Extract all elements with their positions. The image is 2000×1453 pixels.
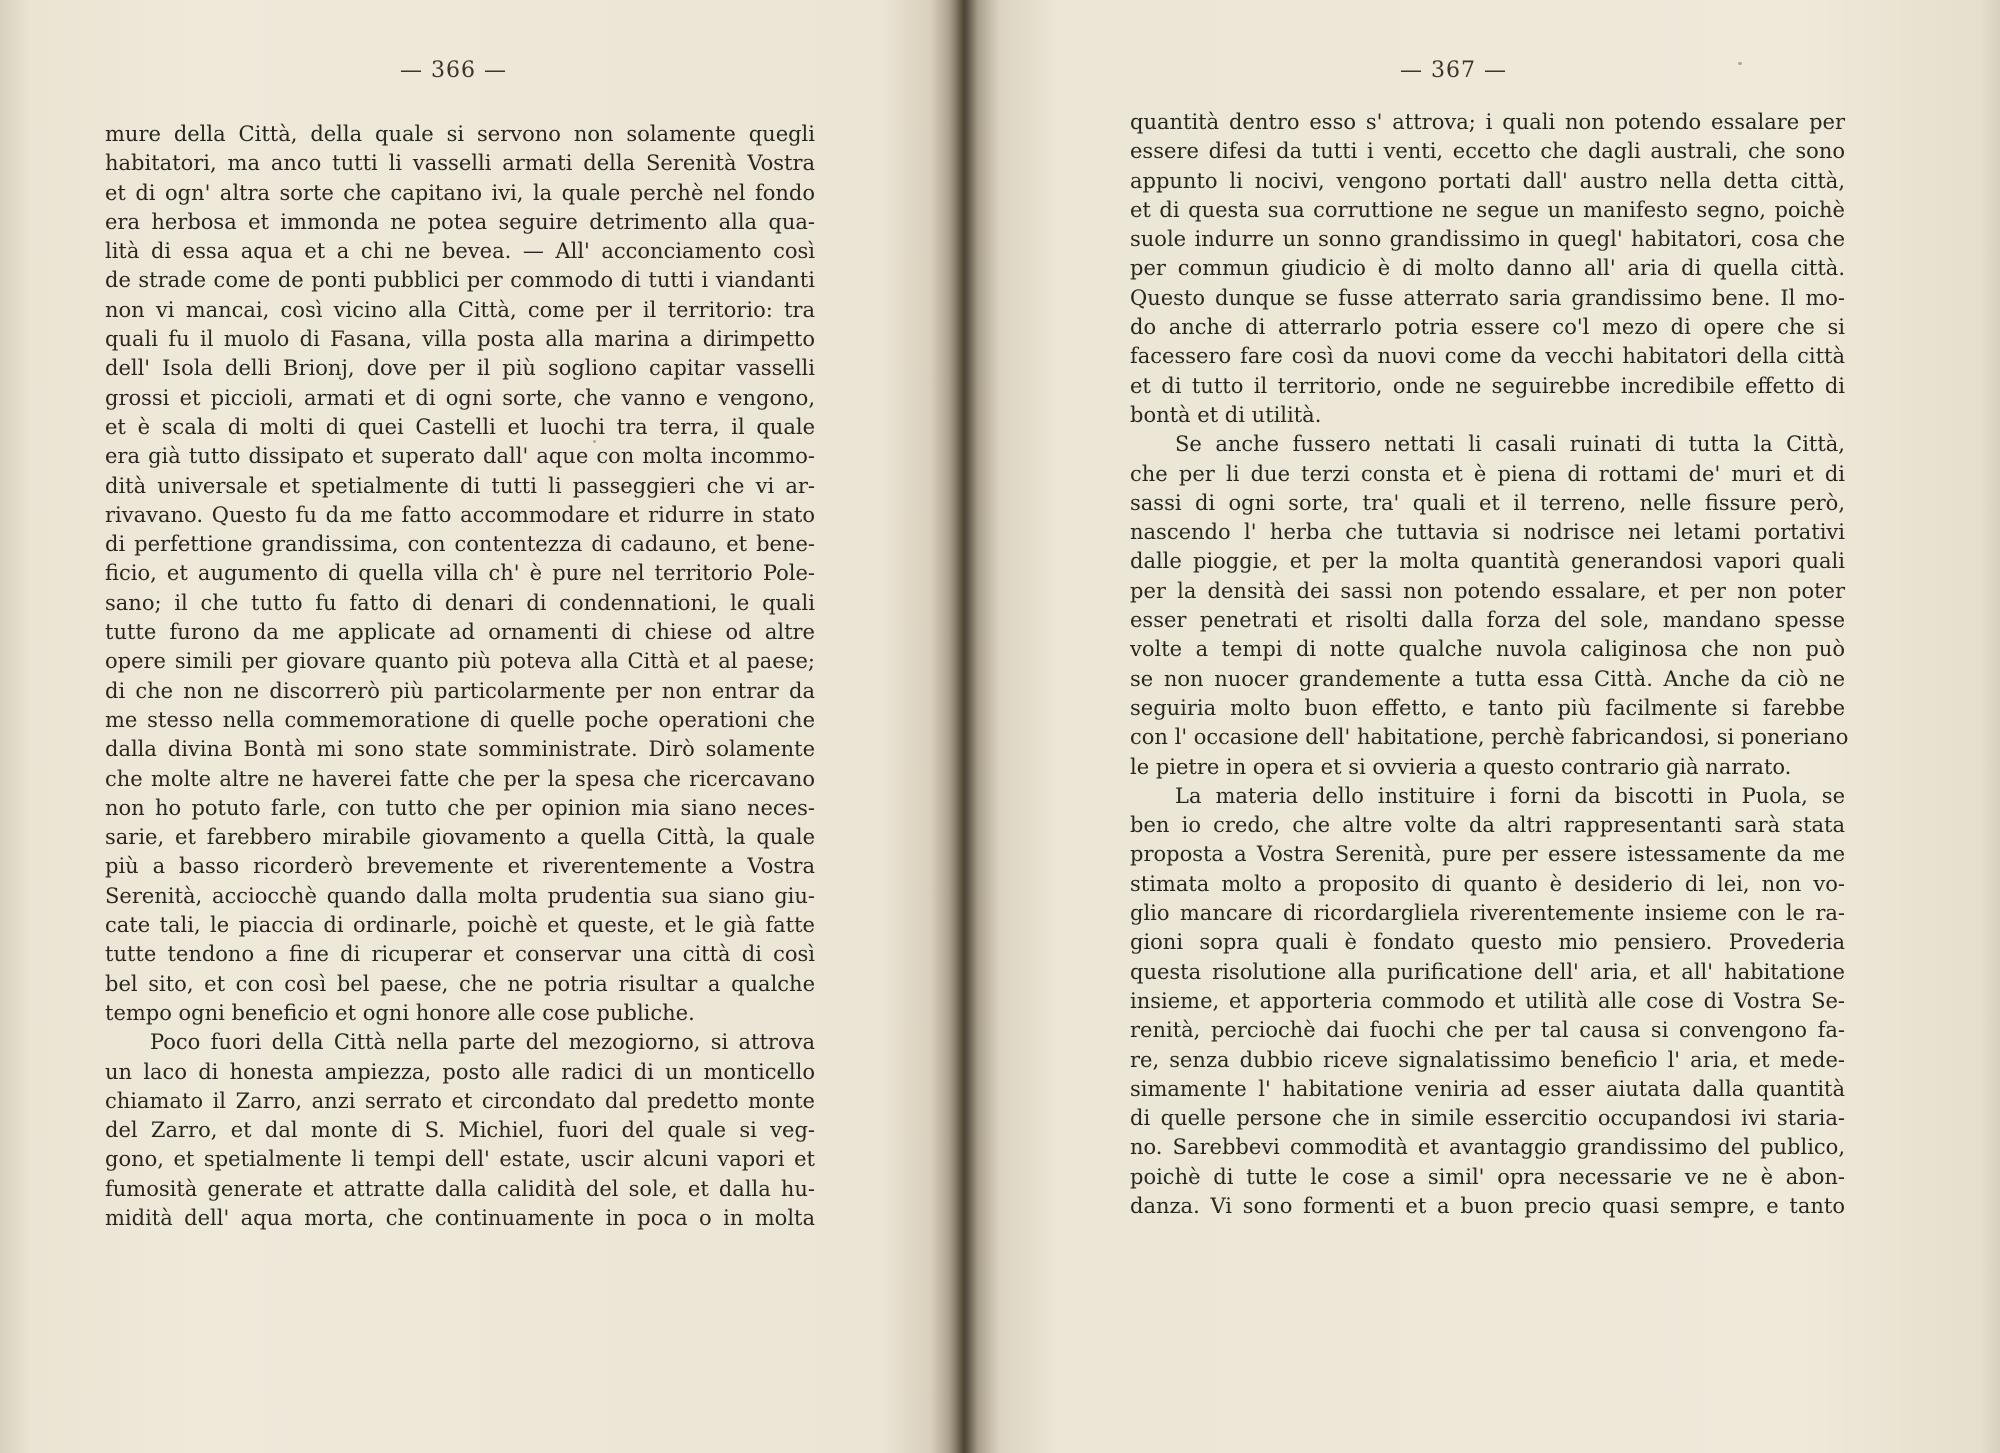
text-line: volte a tempi di notte qualche nuvola caliginosa che non può (1130, 637, 1845, 662)
text-line: lità di essa aqua et a chi ne bevea. — All' acconciamento così (105, 239, 815, 264)
text-line: di quelle persone che in simile essercitio occupandosi ivi staria- (1130, 1106, 1845, 1131)
text-line: tempo ogni beneficio et ogni honore alle cose publiche. (105, 1000, 695, 1025)
text-line: le pietre in opera et si ovvieria a questo contrario già narrato. (1130, 754, 1792, 779)
text-line: stimata molto a proposito di quanto è desiderio di lei, non vo- (1130, 871, 1845, 896)
text-line: quali fu il muolo di Fasana, villa posta alla marina a dirimpetto (105, 327, 815, 352)
text-line: del Zarro, et dal monte di S. Michiel, fuori del quale si veg- (105, 1118, 815, 1143)
text-line: et di ogn' altra sorte che capitano ivi, la quale perchè nel fondo (105, 180, 815, 205)
text-line: et di tutto il territorio, onde ne seguirebbe incredibile effetto di (1130, 373, 1845, 398)
right-page (980, 0, 2000, 1453)
text-line: Poco fuori della Città nella parte del mezogiorno, si attrova (150, 1030, 815, 1055)
text-line: quantità dentro esso s' attrova; i quali non potendo essalare per (1130, 110, 1845, 134)
text-line: essere difesi da tutti i venti, eccetto che dagli australi, che sono (1130, 139, 1845, 164)
text-line: non vi mancai, così vicino alla Città, come per il territorio: tra (105, 297, 815, 322)
text-line: bontà et di utilità. (1130, 402, 1322, 427)
text-line: un laco di honesta ampiezza, posto alle radici di un monticello (105, 1059, 815, 1084)
text-line: più a basso ricorderò brevemente et riverentemente a Vostra (105, 854, 815, 879)
text-line: habitatori, ma anco tutti li vasselli armati della Serenità Vostra (105, 151, 815, 176)
text-line: fumosità generate et attratte dalla calidità del sole, et dalla hu- (105, 1176, 815, 1201)
text-line: et è scala di molti di quei Castelli et luochi tra terra, il quale (105, 414, 815, 439)
text-line: che per li due terzi consta et è piena di rottami de' muri et di (1130, 461, 1845, 486)
text-line: proposta a Vostra Serenità, pure per essere istessamente da me (1130, 842, 1845, 867)
text-line: appunto li nocivi, vengono portati dall' austro nella detta città, (1130, 168, 1845, 193)
text-line: Questo dunque se fusse atterrato saria grandissimo bene. Il mo- (1130, 285, 1845, 310)
text-line: era già tutto dissipato et superato dall' aque con molta incommo- (105, 444, 815, 469)
text-line: se non nuocer grandemente a tutta essa Città. Anche da ciò ne (1130, 666, 1845, 691)
text-line: dalla divina Bontà mi sono state somministrate. Dirò solamente (105, 737, 815, 762)
text-line: per commun giudicio è di molto danno all' aria di quella città. (1130, 256, 1845, 281)
text-line: tutte furono da me applicate ad ornamenti di chiese od altre (105, 620, 815, 645)
text-line: dalle pioggie, et per la molta quantità generandosi vapori quali (1130, 549, 1845, 574)
text-line: no. Sarebbevi commodità et avantaggio grandissimo del publico, (1130, 1135, 1845, 1160)
text-line: esser penetrati et risolti dalla forza del sole, mandano spesse (1130, 608, 1845, 633)
text-line: chiamato il Zarro, anzi serrato et circondato dal predetto monte (105, 1088, 815, 1113)
text-line: me stesso nella commemoratione di quelle poche operationi che (105, 707, 815, 732)
text-line: Serenità, acciocchè quando dalla molta prudentia sua siano giu- (105, 883, 815, 908)
left-page-text (105, 120, 815, 1233)
paper-speck (593, 440, 596, 443)
text-line: seguiria molto buon effetto, e tanto più facilmente si farebbe (1130, 695, 1845, 720)
text-line: insieme, et apporteria commodo et utilità alle cose di Vostra Se- (1130, 988, 1845, 1013)
text-line: do anche di atterrarlo potria essere co'l mezo di opere che si (1130, 315, 1845, 340)
page-number: — 366 — (400, 58, 507, 83)
text-line: sassi di ogni sorte, tra' quali et il terreno, nelle fissure però, (1130, 490, 1845, 515)
text-line: Se anche fussero nettati li casali ruinati di tutta la Città, (1175, 432, 1845, 457)
text-line: renità, perciochè dai fuochi che per tal causa si convengono fa- (1130, 1018, 1845, 1043)
text-line: re, senza dubbio riceve signalatissimo beneficio l' aria, et mede- (1130, 1047, 1845, 1072)
text-line: suole indurre un sonno grandissimo in quegl' habitatori, cosa che (1130, 227, 1845, 252)
text-line: simamente l' habitatione veniria ad esser aiutata dalla quantità (1130, 1076, 1845, 1101)
text-line: bel sito, et con così bel paese, che ne potria risultar a qualche (105, 971, 815, 996)
text-line: era herbosa et immonda ne potea seguire detrimento alla qua- (105, 209, 815, 234)
right-page-text (1130, 108, 1849, 1221)
text-line: glio mancare di ricordargliela riverentemente insieme con le ra- (1130, 901, 1845, 926)
text-line: dell' Isola delli Brionj, dove per il più sogliono capitar vasselli (105, 356, 815, 381)
text-line: ficio, et augumento di quella villa ch' è pure nel territorio Pole- (105, 561, 815, 586)
text-line: di che non ne discorrerò più particolarmente per non entrar da (105, 678, 815, 703)
text-line: con l' occasione dell' habitatione, perchè fabricandosi, si poneriano (1130, 725, 1849, 750)
text-line: rivavano. Questo fu da me fatto accommodare et ridurre in stato (105, 502, 815, 527)
text-line: grossi et piccioli, armati et di ogni sorte, che vanno e vengono, (105, 385, 815, 410)
text-line: per la densità dei sassi non potendo essalare, et per non poter (1130, 578, 1845, 603)
text-line: non ho potuto farle, con tutto che per opinion mia siano neces- (105, 795, 815, 820)
text-line: danza. Vi sono formenti et a buon precio quasi sempre, e tanto (1130, 1193, 1845, 1218)
text-line: gono, et spetialmente li tempi dell' estate, uscir alcuni vapori et (105, 1147, 815, 1172)
text-line: gioni sopra quali è fondato questo mio pensiero. Provederia (1130, 930, 1845, 955)
paper-speck (1738, 62, 1742, 65)
text-line: che molte altre ne haverei fatte che per la spesa che ricercavano (105, 766, 815, 791)
text-line: mure della Città, della quale si servono non solamente quegli (105, 122, 815, 146)
page-number: — 367 — (1400, 58, 1507, 83)
text-line: La materia dello instituire i forni da biscotti in Puola, se (1175, 783, 1845, 808)
left-page (0, 0, 955, 1453)
text-line: sarie, et farebbero mirabile giovamento a quella Città, la quale (105, 825, 815, 850)
text-line: di perfettione grandissima, con contentezza di cadauno, et bene- (105, 532, 815, 557)
text-line: cate tali, le piaccia di ordinarle, poichè et queste, et le già fatte (105, 913, 815, 938)
text-line: et di questa sua corruttione ne segue un manifesto segno, poichè (1130, 197, 1845, 222)
text-line: tutte tendono a fine di ricuperar et conservar una città di così (105, 942, 815, 967)
text-line: facessero fare così da nuovi come da vecchi habitatori della città (1130, 344, 1845, 369)
text-line: ben io credo, che altre volte da altri rappresentanti sarà stata (1130, 813, 1845, 838)
text-line: opere simili per giovare quanto più poteva alla Città et al paese; (105, 649, 815, 674)
text-line: dità universale et spetialmente di tutti li passeggieri che vi ar- (105, 473, 815, 498)
text-line: poichè di tutte le cose a simil' opra necessarie ve ne è abon- (1130, 1164, 1845, 1189)
paper-speck (1530, 470, 1533, 472)
text-line: midità dell' aqua morta, che continuamente in poca o in molta (105, 1205, 815, 1230)
text-line: nascendo l' herba che tuttavia si nodrisce nei letami portativi (1130, 520, 1845, 545)
text-line: sano; il che tutto fu fatto di denari di condennationi, le quali (105, 590, 815, 615)
text-line: de strade come de ponti pubblici per commodo di tutti i viandanti (105, 268, 815, 293)
text-line: questa risolutione alla purificatione dell' aria, et all' habitatione (1130, 959, 1845, 984)
